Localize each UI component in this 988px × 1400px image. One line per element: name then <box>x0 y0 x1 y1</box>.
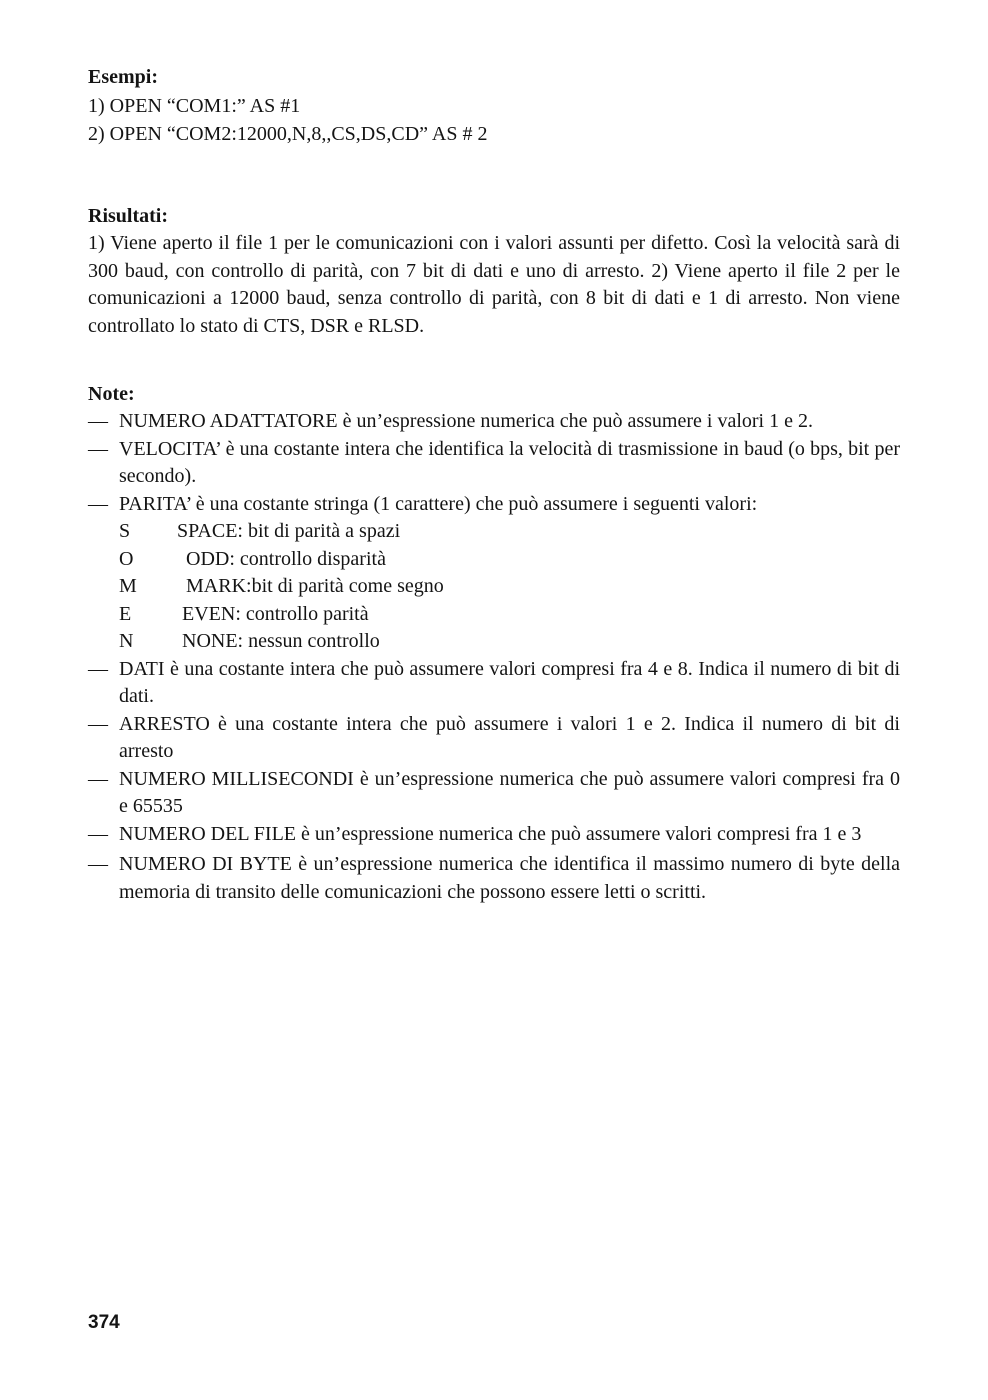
parity-option <box>88 573 900 601</box>
parity-code: O <box>119 547 134 570</box>
example-line: 2) OPEN “COM2:12000,N,8,,CS,DS,CD” AS # 2 <box>88 123 488 145</box>
note-item <box>88 656 900 711</box>
notes-section <box>88 381 900 906</box>
note-dash: — <box>88 492 108 515</box>
note-dash: — <box>88 410 108 432</box>
note-item <box>88 851 900 906</box>
note-dash: — <box>88 712 108 735</box>
example-line: 1) OPEN “COM1:” AS #1 <box>88 95 301 117</box>
note-dash: — <box>88 822 108 845</box>
notes-heading: Note: <box>88 383 135 405</box>
results-section <box>88 203 900 340</box>
note-text: PARITA’ è una costante stringa (1 carattere) che può assumere i seguenti valori: <box>119 492 758 515</box>
parity-description: EVEN: controllo parità <box>182 602 369 625</box>
note-item <box>88 436 900 491</box>
note-item <box>88 408 900 436</box>
note-item <box>88 491 900 519</box>
parity-description: SPACE: bit di parità a spazi <box>177 520 401 542</box>
parity-option <box>88 546 900 574</box>
results-heading: Risultati: <box>88 205 168 227</box>
parity-code: S <box>119 520 131 542</box>
note-dash: — <box>88 657 108 680</box>
note-dash: — <box>88 767 108 790</box>
examples-section <box>88 64 900 148</box>
parity-code: E <box>119 602 132 625</box>
note-item <box>88 711 900 766</box>
parity-options-list <box>88 518 900 656</box>
note-text: ARRESTO è una costante intera che può assumere i valori 1 e 2. Indica il numero di bit di arresto <box>119 712 900 763</box>
parity-option <box>88 518 900 546</box>
note-dash: — <box>88 853 108 876</box>
parity-code: N <box>119 630 134 653</box>
note-text: NUMERO ADATTATORE è un’espressione numerica che può assumere i valori 1 e 2. <box>119 410 813 432</box>
note-text: VELOCITA’ è una costante intera che identifica la velocità di trasmissione in baud (o bps, bit per secondo). <box>119 437 900 487</box>
note-dash: — <box>88 437 108 460</box>
page-number: 374 <box>88 1312 120 1333</box>
note-item <box>88 766 900 821</box>
examples-heading: Esempi: <box>88 66 158 88</box>
note-text: NUMERO MILLISECONDI è un’espressione numerica che può assumere valori compresi fra 0 e 65535 <box>119 767 900 818</box>
results-text: 1) Viene aperto il file 1 per le comunicazioni con i valori assunti per difetto. Così la velocità sarà di 300 baud, con controllo di parità, con 7 bit di dati e uno di arresto. 2) Viene aperto il file 2 per le comunicazioni a 12000 baud, senza controllo di parità, con 8 bit di dati e 1 di arresto. Non viene controllato lo stato di CTS, DSR e RLSD. <box>88 232 900 337</box>
note-text: NUMERO DI BYTE è un’espressione numerica che identifica il massimo numero di byte della memoria di transito delle comunicazioni che possono essere letti o scritti. <box>119 853 900 903</box>
parity-code: M <box>119 575 137 598</box>
parity-description: ODD: controllo disparità <box>186 547 386 570</box>
parity-description: MARK:bit di parità come segno <box>186 575 444 598</box>
parity-option <box>88 628 900 656</box>
note-text: NUMERO DEL FILE è un’espressione numerica che può assumere valori compresi fra 1 e 3 <box>119 822 862 845</box>
note-text: DATI è una costante intera che può assumere valori compresi fra 4 e 8. Indica il numero di bit di dati. <box>119 657 900 708</box>
parity-option <box>88 601 900 629</box>
parity-description: NONE: nessun controllo <box>182 630 380 653</box>
note-item <box>88 821 900 849</box>
